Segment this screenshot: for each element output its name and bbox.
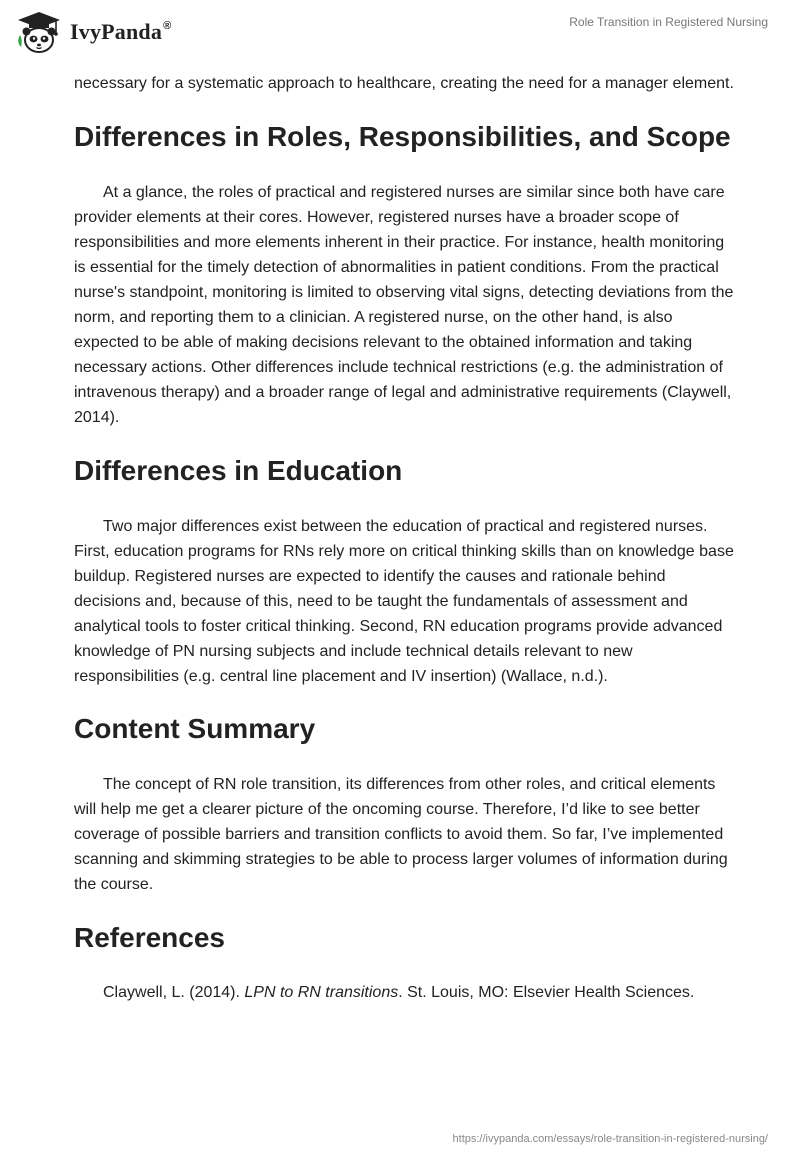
- section-heading-education: Differences in Education: [74, 455, 403, 486]
- source-url-link[interactable]: https://ivypanda.com/essays/role-transition-in-registered-nursing/: [452, 1133, 768, 1145]
- section-heading-references: References: [74, 922, 225, 953]
- section-paragraph-summary: The concept of RN role transition, its differences from other roles, and critical elements will help me get a clearer picture of the oncoming course. Therefore, I’d like to see better coverage of possible barriers and transition conflicts to avoid them. So far, I’ve implemented scanning and skimming strategies to be able to process larger volumes of information during the course.: [74, 776, 728, 893]
- section-paragraph-education: Two major differences exist between the education of practical and registered nurses. First, education programs for RNs rely more on critical thinking skills than on knowledge base buildup. Registered nurses are expected to identify the causes and rationale behind decisions and, because of this, need to be taught the fundamentals of assessment and analytical tools to foster critical thinking. Second, RN education programs provide advanced knowledge of PN nursing subjects and include technical details relevant to new responsibilities (e.g. central line placement and IV insertion) (Wallace, n.d.).: [74, 518, 734, 685]
- section-heading-roles: Differences in Roles, Responsibilities, and Scope: [74, 121, 731, 152]
- reference-entry: [74, 980, 734, 1005]
- panda-graduate-icon: [14, 9, 64, 55]
- section-heading-summary: Content Summary: [74, 713, 316, 744]
- intro-paragraph: necessary for a systematic approach to healthcare, creating the need for a manager element.: [74, 75, 734, 92]
- reference-publisher: . St. Louis, MO: Elsevier Health Sciences.: [398, 984, 695, 1001]
- document-title: Role Transition in Registered Nursing: [569, 15, 768, 29]
- brand-name-text: IvyPanda: [70, 19, 163, 44]
- ivypanda-logo[interactable]: [14, 9, 171, 55]
- reference-title: LPN to RN transitions: [244, 984, 399, 1001]
- essay-body: [74, 71, 734, 1005]
- section-paragraph-roles: At a glance, the roles of practical and registered nurses are similar since both have care provider elements at their cores. However, registered nurses have a broader scope of responsibilities and more elements inherent in their practice. For instance, health monitoring is essential for the timely detection of abnormalities in patient conditions. From the practical nurse's standpoint, monitoring is limited to observing vital signs, detecting deviations from the norm, and reporting them to a clinician. A registered nurse, on the other hand, is also expected to be able of making decisions relevant to the obtained information and taking necessary actions. Other differences include technical restrictions (e.g. the administration of intravenous therapy) and a broader range of legal and administrative requirements (Claywell, 2014).: [74, 184, 734, 426]
- brand-name: [70, 19, 171, 45]
- page-header: [0, 0, 800, 70]
- reference-authors: Claywell, L. (2014).: [103, 984, 245, 1001]
- registered-mark: ®: [163, 20, 172, 32]
